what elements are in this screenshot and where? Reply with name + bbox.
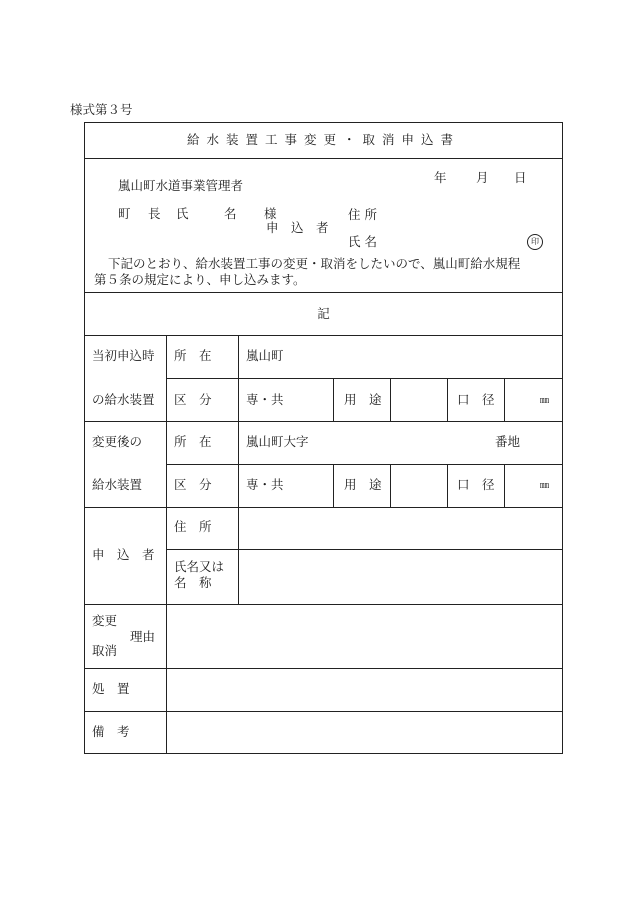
applicant-heading: 申 込 者 (266, 220, 329, 235)
divider (447, 464, 448, 507)
changed-label-1: 変更後の (92, 434, 143, 449)
reason-label: 理由 (130, 629, 156, 644)
divider (84, 668, 563, 669)
original-label-1: 当初申込時 (92, 348, 155, 363)
applicant-name-label: 氏 名 (348, 234, 377, 249)
original-location-label: 所 在 (174, 348, 212, 363)
year-label: 年 (434, 170, 447, 185)
divider (333, 378, 334, 421)
applicant-table-address-label: 住 所 (174, 519, 212, 534)
changed-category-value: 専・共 (246, 477, 284, 492)
changed-unit: ㎜ (540, 481, 550, 491)
applicant-table-name-label-1: 氏名又は (174, 559, 225, 574)
reason-change-label: 変更 (92, 613, 118, 628)
applicant-table-label: 申 込 者 (92, 547, 155, 562)
form-title: 給水装置工事変更・取消申込書 (186, 132, 460, 147)
original-location-value: 嵐山町 (246, 348, 284, 363)
changed-category-label: 区 分 (174, 477, 212, 492)
divider (504, 464, 505, 507)
divider (84, 335, 563, 336)
divider (166, 335, 167, 754)
divider (504, 378, 505, 421)
divider (84, 711, 563, 712)
divider (390, 464, 391, 507)
divider (166, 549, 563, 550)
divider (390, 378, 391, 421)
reason-cancel-label: 取消 (92, 643, 118, 658)
changed-diameter-label: 口 径 (457, 477, 495, 492)
divider (84, 507, 563, 508)
original-use-label: 用 途 (344, 392, 382, 407)
disposal-label: 処 置 (92, 681, 130, 696)
divider (333, 464, 334, 507)
form-number: 様式第３号 (70, 102, 133, 117)
changed-label-2: 給水装置 (92, 477, 143, 492)
seal-mark: 印 (527, 234, 543, 250)
applicant-table-name-label-2: 名 称 (174, 575, 212, 590)
addressee-org: 嵐山町水道事業管理者 (118, 178, 244, 193)
changed-banchi-label: 番地 (495, 434, 521, 449)
divider (84, 158, 563, 159)
original-label-2: の給水装置 (92, 392, 155, 407)
original-unit: ㎜ (540, 396, 550, 406)
body-text-line-2: 第５条の規定により、申し込みます。 (94, 272, 306, 287)
changed-location-label: 所 在 (174, 434, 212, 449)
divider (84, 421, 563, 422)
applicant-address-label: 住 所 (348, 207, 377, 222)
month-label: 月 (476, 170, 489, 185)
changed-use-label: 用 途 (344, 477, 382, 492)
remarks-label: 備 考 (92, 724, 130, 739)
original-category-label: 区 分 (174, 392, 212, 407)
divider (447, 378, 448, 421)
body-text-line-1: 下記のとおり、給水装置工事の変更・取消をしたいので、嵐山町給水規程 (108, 256, 521, 271)
original-diameter-label: 口 径 (457, 392, 495, 407)
ki-label: 記 (317, 306, 330, 321)
changed-location-value: 嵐山町大字 (246, 434, 309, 449)
day-label: 日 (514, 170, 527, 185)
divider (84, 604, 563, 605)
divider (238, 335, 239, 604)
original-category-value: 専・共 (246, 392, 284, 407)
divider (84, 292, 563, 293)
